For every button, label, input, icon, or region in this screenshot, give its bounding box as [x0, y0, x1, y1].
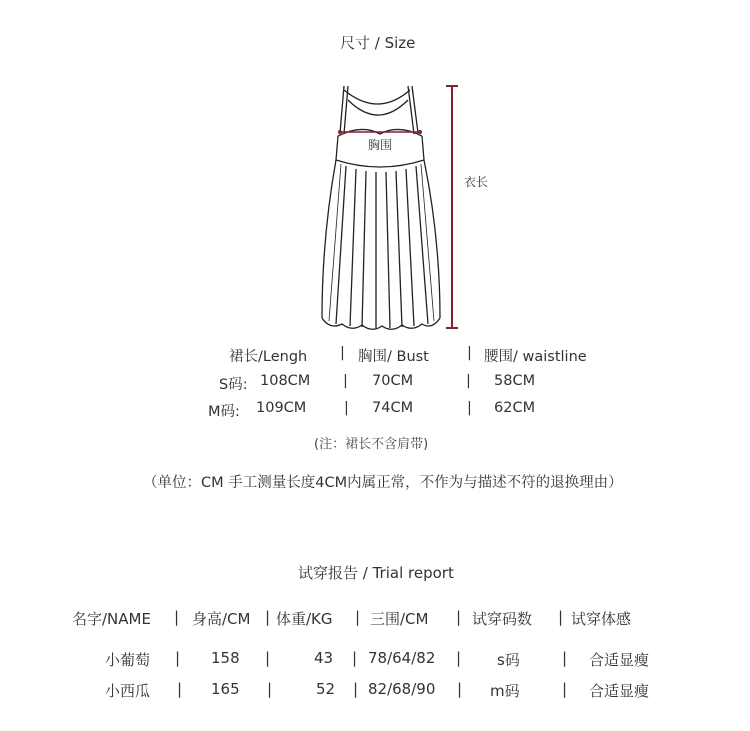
size-row-s-waist: 58CM [494, 373, 536, 389]
trial-row-sep: | [177, 680, 183, 698]
trial-header-measurements: 三围/CM [370, 610, 429, 628]
trial-row-1-feel: 合适显瘦 [589, 651, 650, 669]
trial-row-sep: | [265, 649, 271, 667]
size-row-sep: | [466, 373, 471, 389]
size-row-sep: | [344, 400, 349, 416]
size-header-bust: 胸围/ Bust [358, 349, 429, 365]
trial-header-sep: | [355, 608, 361, 626]
trial-row-1-name: 小葡萄 [105, 651, 151, 669]
trial-row-sep: | [353, 680, 359, 698]
length-label: 衣长 [464, 175, 489, 189]
trial-row-sep: | [352, 649, 358, 667]
trial-row-2-feel: 合适显瘦 [589, 682, 650, 700]
size-row-sep: | [467, 400, 472, 416]
trial-header-size: 试穿码数 [472, 610, 533, 628]
left-strap [340, 86, 344, 133]
trial-header-sep: | [174, 608, 180, 626]
bust-label: 胸围 [367, 138, 393, 152]
waist-seam [336, 160, 424, 167]
unit-note: （单位：CM 手工测量长度4CM内属正常，不作为与描述不符的退换理由） [143, 475, 623, 491]
trial-row-sep: | [562, 680, 568, 698]
size-row-s-label: S码: [219, 377, 248, 393]
trial-row-sep: | [175, 649, 181, 667]
trial-row-1-weight: 43 [314, 649, 334, 667]
trial-row-1-measurements: 78/64/82 [368, 649, 436, 667]
trial-header-height: 身高/CM [192, 610, 251, 628]
size-header-length: 裙长/Lengh [229, 349, 308, 365]
trial-header-sep: | [456, 608, 462, 626]
trial-header-feel: 试穿体感 [571, 610, 632, 628]
dress-diagram [300, 78, 500, 340]
size-row-sep: | [343, 373, 348, 389]
skirt-hem [322, 318, 440, 329]
trial-header-weight: 体重/KG [276, 610, 333, 628]
size-header-waist: 腰围/ waistline [484, 349, 587, 365]
trial-title: 试穿报告 / Trial report [298, 564, 454, 582]
trial-header-sep: | [265, 608, 271, 626]
trial-row-2-name: 小西瓜 [105, 682, 151, 700]
trial-row-sep: | [457, 680, 463, 698]
trial-row-1-size: s码 [497, 651, 520, 669]
size-header-sep: | [467, 345, 472, 361]
size-title: 尺寸 / Size [340, 34, 416, 52]
trial-row-2-height: 165 [211, 680, 240, 698]
trial-row-2-size: m码 [490, 682, 520, 700]
trial-row-sep: | [562, 649, 568, 667]
trial-row-sep: | [456, 649, 462, 667]
size-row-s-length: 108CM [260, 373, 311, 389]
trial-row-2-measurements: 82/68/90 [368, 680, 436, 698]
size-header-sep: | [340, 345, 345, 361]
trial-row-2-weight: 52 [316, 680, 336, 698]
trial-row-sep: | [267, 680, 273, 698]
trial-row-1-height: 158 [211, 649, 240, 667]
trial-header-sep: | [558, 608, 564, 626]
size-row-m-bust: 74CM [372, 400, 414, 416]
size-row-m-label: M码: [208, 404, 240, 420]
strap-note: (注：裙长不含肩带) [314, 437, 429, 452]
size-row-s-bust: 70CM [372, 373, 414, 389]
size-row-m-waist: 62CM [494, 400, 536, 416]
trial-header-name: 名字/NAME [72, 610, 151, 628]
size-row-m-length: 109CM [256, 400, 307, 416]
